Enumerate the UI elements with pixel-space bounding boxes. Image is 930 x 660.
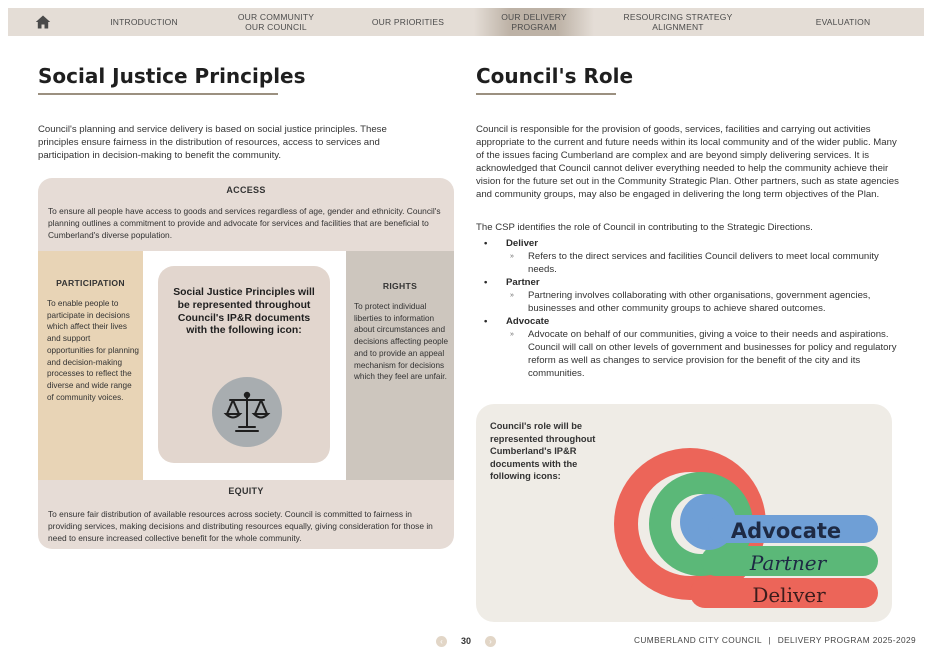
role-desc-deliver: Refers to the direct services and facilities Council delivers to meet local community needs. [528, 251, 879, 275]
bullet-icon: • [484, 316, 488, 327]
csp-text: The CSP identifies the role of Council in contributing to the Strategic Directions. [476, 222, 813, 233]
council-role-icons [476, 404, 892, 622]
tab-evaluation[interactable]: EVALUATION [815, 17, 871, 27]
icon-explanation-text: Social Justice Principles will be represented throughout Council's IP&R documents with the following icon: [173, 287, 315, 337]
partner-label: Partner [749, 551, 827, 575]
page-title-councils-role: Council's Role [476, 64, 634, 88]
tab-resourcing-strategy-alignment[interactable]: RESOURCING STRATEGY ALIGNMENT [623, 12, 733, 32]
list-item [484, 237, 904, 250]
footer-separator: | [768, 635, 771, 645]
footer-document-title [634, 635, 916, 645]
councils-role-intro: Council is responsible for the provision of goods, services, facilities and carrying out activities appropriate to the current and future needs within its local community and of the wider public. Many of the issues facing Cumberland are complex and are beyond simply delivering services. It is acknowledged that Council cannot deliver everything needed to help the community achieve their vision for the future set out in the Community Strategic Plan. Other partners, such as state agencies and community groups, may also be engaged in delivering the long term objectives of the Plan. [476, 124, 899, 200]
bullet-icon: • [484, 238, 488, 249]
sub-bullet-icon: » [510, 292, 514, 299]
previous-page-button[interactable] [436, 636, 447, 647]
sub-bullet-icon: » [510, 253, 514, 260]
role-desc-partner: Partnering involves collaborating with other organisations, government agencies, businesses and other community groups to achieve shared outcomes. [528, 290, 871, 314]
role-label-advocate: Advocate [506, 316, 550, 327]
home-icon [35, 15, 51, 29]
chevron-left-icon: ‹ [440, 636, 443, 646]
advocate-label: Advocate [730, 519, 842, 543]
role-desc-advocate: Advocate on behalf of our communities, giving a voice to their needs and aspirations. Council will call on other levels of government and businesses for policy and regulatory reform as well as changes to service provision for the benefit of the city and its communities. [528, 329, 897, 379]
page-title-social-justice: Social Justice Principles [38, 64, 306, 88]
participation-heading: PARTICIPATION [56, 278, 125, 288]
home-button[interactable] [8, 8, 78, 36]
tab-introduction[interactable]: INTRODUCTION [110, 17, 178, 27]
tab-our-community-our-council[interactable]: OUR COMMUNITY OUR COUNCIL [237, 12, 315, 32]
role-icons-text: Council's role will be represented throughout Cumberland's IP&R documents with the following icons: [490, 421, 596, 482]
equity-heading: EQUITY [228, 486, 264, 496]
chevron-right-icon: › [489, 636, 492, 646]
role-icons-panel [476, 404, 892, 622]
page-number: 30 [460, 636, 471, 646]
tab-our-priorities[interactable]: OUR PRIORITIES [371, 17, 445, 27]
list-item [484, 328, 904, 380]
footer-doc: DELIVERY PROGRAM 2025-2029 [777, 635, 916, 645]
role-label-partner: Partner [506, 277, 540, 288]
deliver-label: Deliver [752, 583, 826, 607]
icon-explanation-card [158, 266, 330, 463]
title-underline [38, 93, 278, 95]
rights-heading: RIGHTS [382, 281, 418, 291]
role-label-deliver: Deliver [506, 238, 538, 249]
bullet-icon: • [484, 277, 488, 288]
title-underline [476, 93, 616, 95]
access-text: To ensure all people have access to goods and services regardless of age, gender and ethnicity. Council's planning outlines a commitment to provide and advocate for services and facilities that are beneficial to Cumberland's diverse population. [48, 206, 441, 240]
participation-panel [38, 251, 143, 480]
next-page-button[interactable] [485, 636, 496, 647]
rights-panel [346, 251, 454, 480]
list-item [484, 250, 904, 276]
scales-of-justice-icon [212, 377, 282, 447]
rights-text: To protect individual liberties to information about circumstances and decisions affecting people and to provide an appeal mechanism for decisions which they feel are unfair. [354, 302, 449, 382]
page-navigation [436, 633, 496, 649]
social-justice-diagram [38, 178, 454, 549]
participation-text: To enable people to participate in decisions which affect their lives and support opportunities for planning and decision-making processes to reflect the diverse and wide range of community voices. [47, 299, 139, 402]
tab-our-delivery-program[interactable]: OUR DELIVERY PROGRAM [474, 8, 594, 36]
footer-council: CUMBERLAND CITY COUNCIL [634, 635, 762, 645]
role-list [484, 237, 904, 380]
top-navigation [8, 8, 924, 36]
social-justice-intro: Council's planning and service delivery is based on social justice principles. These principles ensure fairness in the distribution of resources, access to services and participation in decision-making to benefit the community. [38, 124, 387, 161]
access-heading: ACCESS [226, 185, 266, 195]
list-item [484, 276, 904, 289]
list-item [484, 315, 904, 328]
sub-bullet-icon: » [510, 331, 514, 338]
list-item [484, 289, 904, 315]
equity-text: To ensure fair distribution of available resources across society. Council is committed to fairness in providing services, making decisions and distributing resources equally, giving consideration for those in need to ensure increased collective benefit for the whole community. [48, 509, 433, 543]
